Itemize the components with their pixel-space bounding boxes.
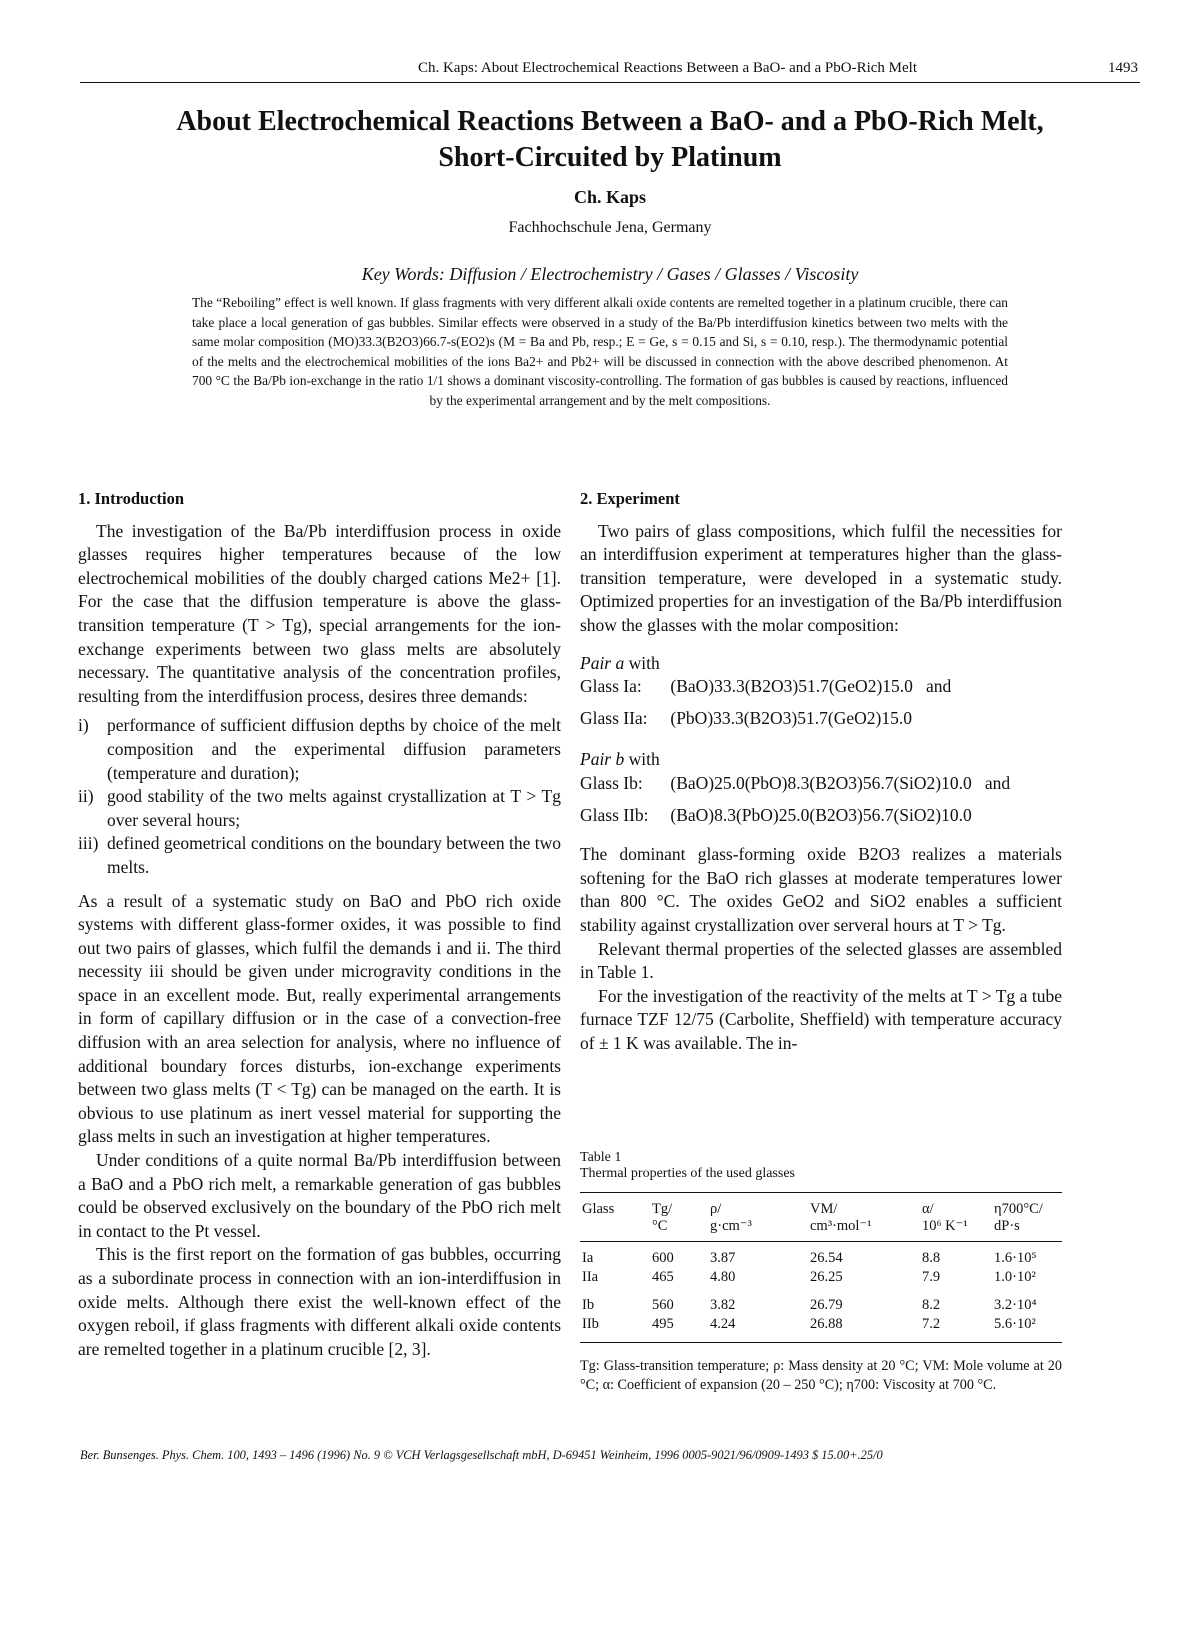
- table-row: [580, 1242, 1062, 1269]
- pair-b-with: with: [624, 749, 660, 770]
- experiment-paragraph-1: Two pairs of glass compositions, which fulfil the necessities for an interdiffusion experiment at temperatures higher than the glass-transition temperature, were developed in a systematic study. Optimized properties for an investigation of the Ba/Pb interdiffusion show the glasses with the molar composition:: [580, 520, 1062, 635]
- column-header: ρ/ g·cm⁻³: [710, 1201, 752, 1234]
- table-cell: Ia: [582, 1250, 594, 1266]
- pair-b-label: Pair b: [580, 749, 625, 770]
- glass-iib-label: Glass IIb:: [580, 804, 649, 825]
- table-cell: 8.2: [922, 1297, 941, 1313]
- table-cell: 3.2·10⁴: [994, 1297, 1037, 1313]
- demand-item-text: defined geometrical conditions on the boundary between the two melts.: [107, 833, 561, 877]
- table-footnote: Tg: Glass-transition temperature; ρ: Mass density at 20 °C; VM: Mole volume at 20 °C; α: Coefficient of expansion (20 – 250 °C); η700: Viscosity at 700 °C.: [580, 1358, 1062, 1393]
- table-1: [580, 1150, 1062, 1394]
- table-cell: 3.87: [710, 1250, 736, 1266]
- demand-item-number: ii): [78, 786, 94, 807]
- demand-item-1: [78, 714, 561, 785]
- glass-ib-line: [580, 772, 1062, 796]
- demand-item-number: i): [78, 715, 89, 736]
- intro-paragraph-2: As a result of a systematic study on BaO and PbO rich oxide systems with different glass-former oxides, it was possible to find out two pairs of glasses, which fulfil the demands i and ii. The third necessity iii should be given under microgravity conditions in the space in an excellent mode. But, really experimental arrangements in form of capillary diffusion or in the case of a convection-free diffusion with an area selection for analysis, where no influence of additional boundary forces disturbs, ion-exchange experiments between two glass melts (T < Tg) can be managed on the earth. It is obvious to use platinum as inert vessel material for supporting the glass melts in such an investigation at higher temperatures.: [78, 890, 561, 1147]
- column-header: α/ 10⁶ K⁻¹: [922, 1201, 968, 1234]
- keywords-line: Key Words: Diffusion / Electrochemistry / Gases / Glasses / Viscosity: [361, 264, 859, 284]
- experiment-heading: 2. Experiment: [580, 489, 680, 508]
- table-cell: IIb: [582, 1316, 599, 1332]
- glass-iia-formula: (PbO)33.3(B2O3)51.7(GeO2)15.0: [670, 707, 912, 728]
- table-cell: 1.6·10⁵: [994, 1250, 1037, 1266]
- glass-ia-label: Glass Ia:: [580, 676, 642, 697]
- table-cell: 4.24: [710, 1316, 736, 1332]
- table-cell: 7.2: [922, 1316, 941, 1332]
- demand-item-2: [78, 785, 561, 832]
- table-cell: 7.9: [922, 1269, 941, 1285]
- abstract-text: The “Reboiling” effect is well known. If glass fragments with very different alkali oxide contents are remelted together in a platinum crucible, there can take place a local generation of gas bubbles. Similar effects were observed in a study of the Ba/Pb interdiffusion kinetics between two melts with the same molar composition (MO)33.3(B2O3)66.7-s(EO2)s (M = Ba and Pb, resp.; E = Ge, s = 0.15 and Si, s = 0.10, resp.). The thermodynamic potential of the melts and the electrochemical mobilities of the ions Ba2+ and Pb2+ will be discussed in connection with the above described phenomenon. At 700 °C the Ba/Pb ion-exchange in the ratio 1/1 shows a dominant viscosity-controlling. The formation of gas bubbles is caused by reactions, influenced by the experimental arrangement and by the melt compositions.: [192, 295, 1008, 408]
- intro-paragraph-4: This is the first report on the formation of gas bubbles, occurring as a subordinate process in connection with an ion-interdiffusion in oxide melts. Although there exist the well-known effect of the oxygen reboil, if glass fragments with different alkali oxide contents are remelted together in a platinum crucible [2, 3].: [78, 1244, 561, 1359]
- table-header-row: [580, 1193, 1062, 1242]
- running-header: [80, 58, 1140, 83]
- table-cell: 26.25: [810, 1269, 843, 1285]
- column-header: Tg/ °C: [652, 1201, 673, 1234]
- introduction-heading: 1. Introduction: [78, 489, 185, 508]
- demand-item-number: iii): [78, 833, 99, 854]
- table-row: [580, 1268, 1062, 1287]
- glass-iib-formula: (BaO)8.3(PbO)25.0(B2O3)56.7(SiO2)10.0: [670, 804, 972, 825]
- pair-a-heading: [580, 652, 1062, 676]
- demand-item-text: good stability of the two melts against crystallization at T > Tg over several hours;: [107, 786, 561, 830]
- page-footer: Ber. Bunsenges. Phys. Chem. 100, 1493 – 1496 (1996) No. 9 © VCH Verlagsgesellschaft mbH, D-69451 Weinheim, 1996 0005-9021/96/0909-1493 $ 15.00+.25/0: [80, 1448, 883, 1462]
- intro-paragraph-3: Under conditions of a quite normal Ba/Pb interdiffusion between a BaO and a PbO rich melt, a remarkable generation of gas bubbles could be observed exclusively on the boundary of the PbO rich melt in contact to the Pt vessel.: [78, 1150, 561, 1241]
- glass-iia-label: Glass IIa:: [580, 707, 648, 728]
- table-cell: 465: [652, 1269, 674, 1285]
- pair-b-heading: [580, 748, 1062, 772]
- glass-iib-line: [580, 804, 1062, 828]
- demand-item-text: performance of sufficient diffusion depths by choice of the melt composition and the experimental diffusion parameters (temperature and duration);: [107, 715, 561, 783]
- table-cell: 1.0·10²: [994, 1269, 1036, 1285]
- column-header: VM/ cm³·mol⁻¹: [810, 1201, 872, 1234]
- table-cell: 495: [652, 1316, 674, 1332]
- left-column: [78, 487, 561, 1361]
- intro-paragraph-1: The investigation of the Ba/Pb interdiffusion process in oxide glasses requires higher temperatures because of the low electrochemical mobilities of the doubly charged cations Me2+ [1]. For the case that the diffusion temperature is above the glass-transition temperature (T > Tg), special arrangements for the ion-exchange experiments between two glass melts are absolutely necessary. The quantitative analysis of the concentration profiles, resulting from the interdiffusion process, desires three demands:: [78, 520, 561, 706]
- table-cell: 26.79: [810, 1297, 843, 1313]
- table-cell: 3.82: [710, 1297, 736, 1313]
- pair-a-with: with: [624, 652, 660, 673]
- experiment-paragraph-3: Relevant thermal properties of the selected glasses are assembled in Table 1.: [580, 938, 1062, 983]
- experiment-paragraph-4: For the investigation of the reactivity of the melts at T > Tg a tube furnace TZF 12/75 (Carbolite, Sheffield) with temperature accuracy of ± 1 K was available. The in-: [580, 985, 1062, 1053]
- table-cell: IIa: [582, 1269, 599, 1285]
- author-name: Ch. Kaps: [573, 187, 647, 207]
- table-cell: 600: [652, 1250, 674, 1266]
- table-cell: Ib: [582, 1297, 595, 1313]
- pair-a-block: [580, 652, 1062, 731]
- table-cell: 5.6·10²: [994, 1316, 1036, 1332]
- right-column: [580, 487, 1062, 1055]
- pair-a-label: Pair a: [580, 652, 625, 673]
- table-cell: 4.80: [710, 1269, 736, 1285]
- column-header: Glass: [582, 1201, 615, 1217]
- running-title: Ch. Kaps: About Electrochemical Reactions Between a BaO- and a PbO-Rich Melt: [417, 60, 918, 76]
- table-row: [580, 1315, 1062, 1343]
- glass-ib-label: Glass Ib:: [580, 772, 643, 793]
- table-cell: 26.88: [810, 1316, 843, 1332]
- pair-b-block: [580, 748, 1062, 827]
- author-affiliation: Fachhochschule Jena, Germany: [508, 219, 712, 236]
- article-title: [80, 104, 1140, 176]
- thermal-properties-table: [580, 1192, 1062, 1343]
- glass-ia-formula: (BaO)33.3(B2O3)51.7(GeO2)15.0: [670, 676, 913, 697]
- table-caption: Thermal properties of the used glasses: [580, 1166, 795, 1181]
- table-cell: 560: [652, 1297, 674, 1313]
- table-number: Table 1: [580, 1150, 622, 1165]
- page-number: 1493: [1108, 60, 1138, 76]
- title-line-1: About Electrochemical Reactions Between a BaO- and a PbO-Rich Melt,: [176, 106, 1044, 137]
- demands-list: [78, 714, 561, 879]
- experiment-paragraph-2: The dominant glass-forming oxide B2O3 realizes a materials softening for the BaO rich glasses at moderate temperatures lower than 800 °C. The oxides GeO2 and SiO2 enables a sufficient stability against crystallization over serveral hours at T > Tg.: [580, 844, 1062, 935]
- column-header: η700°C/ dP·s: [994, 1201, 1043, 1234]
- glass-ib-conj: and: [984, 772, 1011, 793]
- abstract: [192, 293, 1008, 411]
- glass-iia-line: [580, 707, 1062, 731]
- glass-ia-line: [580, 675, 1062, 699]
- glass-ib-formula: (BaO)25.0(PbO)8.3(B2O3)56.7(SiO2)10.0: [670, 772, 972, 793]
- table-row: [580, 1287, 1062, 1315]
- demand-item-3: [78, 832, 561, 879]
- glass-ia-conj: and: [926, 676, 952, 697]
- table-cell: 8.8: [922, 1250, 941, 1266]
- title-line-2: Short-Circuited by Platinum: [438, 142, 782, 173]
- table-cell: 26.54: [810, 1250, 843, 1266]
